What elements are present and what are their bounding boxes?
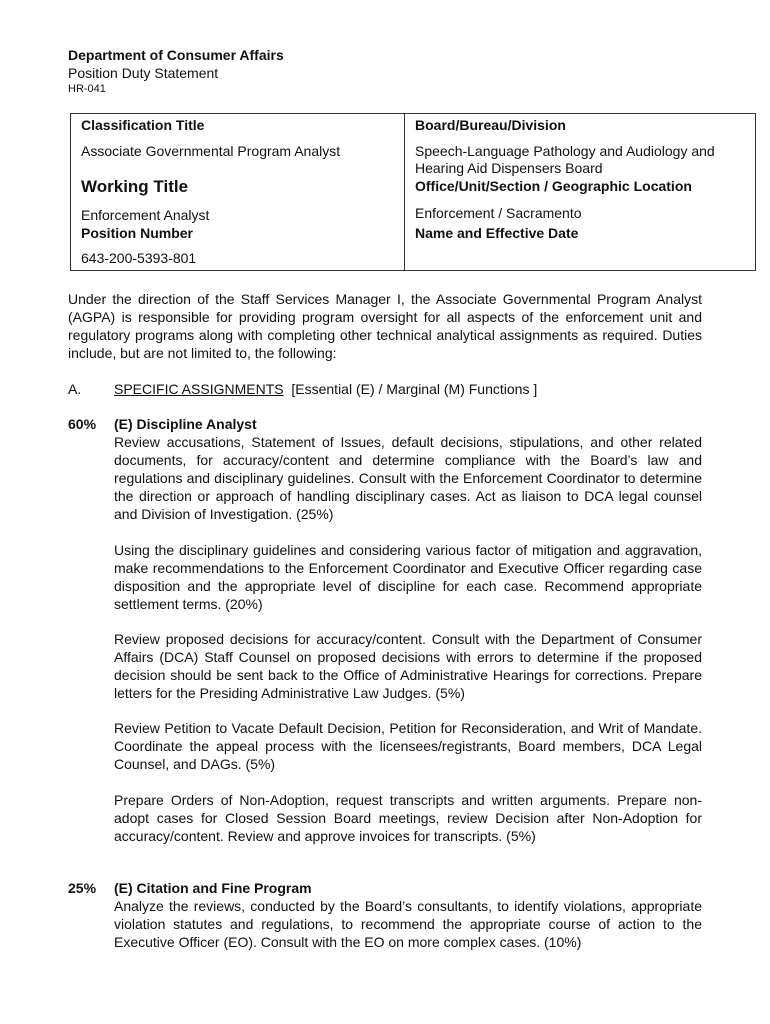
form-code: HR-041: [68, 83, 106, 95]
classification-title-label: Classification Title: [81, 117, 205, 133]
working-title-label: Working Title: [81, 176, 189, 196]
office-value: Enforcement / Sacramento: [415, 204, 582, 221]
position-number-value: 643-200-5393-801: [81, 249, 197, 266]
duty-heading: (E) Citation and Fine Program: [114, 880, 312, 896]
position-number-label: Position Number: [81, 224, 194, 241]
office-label: Office/Unit/Section / Geographic Location: [415, 177, 692, 194]
intro-paragraph: Under the direction of the Staff Services Manager I, the Associate Governmental Program Analyst (AGPA) is responsible for providing program oversight for all aspects of the enforcement unit and regulatory programs along with completing other technical analytical assignments as required. Duties include, but are not limited to, the following:: [68, 291, 702, 361]
section-title: SPECIFIC ASSIGNMENTS: [114, 381, 284, 397]
duty-paragraph: Prepare Orders of Non-Adoption, request transcripts and written arguments. Prepare non-adopt cases for Closed Session Board meetings, review Decision after Non-Adoption for accuracy/content. Review and approve invoices for transcripts. (5%): [114, 792, 702, 844]
classification-title-value: Associate Governmental Program Analyst: [81, 142, 341, 159]
duty-paragraph: Review accusations, Statement of Issues, default decisions, stipulations, and other related documents, for accuracy/content and determine compliance with the Board’s law and regulations and disciplinary guidelines. Consult with the Enforcement Coordinator to determine the direction or approach of handling disciplinary cases. Act as liaison to DCA legal counsel and Division of Investigation. (25%): [114, 434, 702, 522]
duty-paragraph: Analyze the reviews, conducted by the Board’s consultants, to identify violations, appropriate violation statutes and regulations, to recommend the appropriate course of action to the Executive Officer (EO). Consult with the EO on more complex cases. (10%): [114, 898, 702, 950]
document-type: Position Duty Statement: [68, 65, 219, 81]
working-title-value: Enforcement Analyst: [81, 206, 210, 223]
duty-heading: (E) Discipline Analyst: [114, 416, 257, 432]
name-date-label: Name and Effective Date: [415, 224, 579, 241]
board-value: Speech-Language Pathology and Audiology and Hearing Aid Dispensers Board: [415, 142, 715, 176]
duty-paragraph: Review proposed decisions for accuracy/content. Consult with the Department of Consumer Affairs (DCA) Staff Counsel on proposed decisions with errors to determine if the proposed decision should be sent back to the Office of Administrative Hearings for corrections. Prepare letters for the Presiding Administrative Law Judges. (5%): [114, 631, 702, 701]
section-subtitle: [Essential (E) / Marginal (M) Functions ]: [291, 381, 538, 397]
duty-paragraph: Review Petition to Vacate Default Decision, Petition for Reconsideration, and Writ of Mandate. Coordinate the appeal process with the licensees/registrants, Board members, DCA Legal Counsel, and DAGs. (5%): [114, 720, 702, 772]
duty-percent: 60%: [68, 416, 97, 432]
board-label: Board/Bureau/Division: [415, 117, 566, 133]
section-letter: A.: [68, 381, 82, 397]
position-info-table: [70, 113, 756, 271]
department-name: Department of Consumer Affairs: [68, 47, 284, 63]
duty-paragraph: Using the disciplinary guidelines and considering various factor of mitigation and aggravation, make recommendations to the Enforcement Coordinator and Executive Officer regarding case disposition and the appropriate level of discipline for each case. Recommend appropriate settlement terms. (20%): [114, 542, 702, 612]
duty-percent: 25%: [68, 880, 97, 896]
